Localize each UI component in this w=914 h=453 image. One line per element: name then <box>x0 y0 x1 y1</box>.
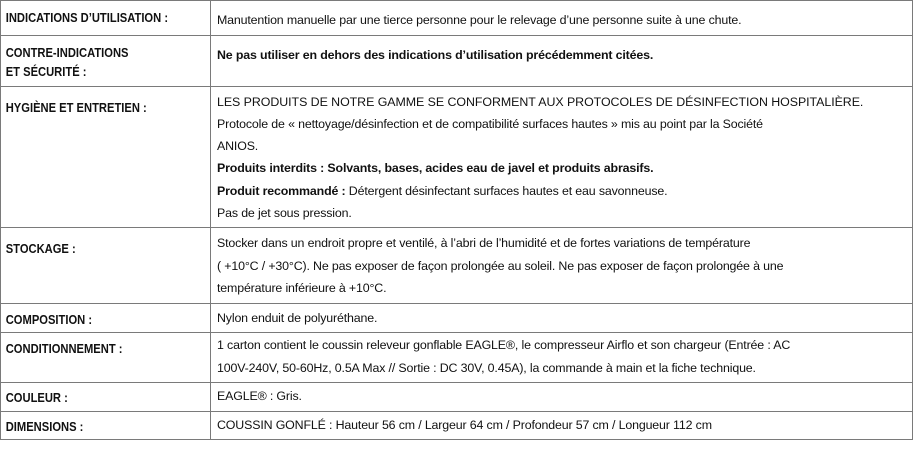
row-label-dimensions <box>1 411 182 440</box>
stockage-line2: ( +10°C / +30°C). Ne pas exposer de façon prolongée au soleil. Ne pas exposer de façon prolongée à une <box>217 258 784 273</box>
row-value-contre-indications <box>211 35 913 86</box>
composition-label: COMPOSITION : <box>5 311 92 327</box>
row-label-composition <box>1 303 182 333</box>
table-row <box>1 383 913 412</box>
stockage-line1: Stocker dans un endroit propre et ventilé, à l’abri de l’humidité et de fortes variations de température <box>217 236 751 251</box>
row-label-hygiene <box>1 86 182 228</box>
indications-text: Manutention manuelle par une tierce personne pour le relevage d’une personne suite à une chute. <box>217 13 742 27</box>
contre-indications-label-line2: ET SÉCURITÉ : <box>5 63 86 79</box>
row-value-stockage <box>211 228 913 304</box>
table-row <box>1 228 913 304</box>
row-label-contre-indications <box>1 35 182 86</box>
table-row <box>1 86 913 228</box>
row-value-composition <box>211 303 913 333</box>
hygiene-line4: Produits interdits : Solvants, bases, acides eau de javel et produits abrasifs. <box>217 161 654 176</box>
row-value-hygiene <box>211 86 913 228</box>
couleur-label: COULEUR : <box>5 390 68 406</box>
hygiene-line3: ANIOS. <box>217 139 259 154</box>
row-value-dimensions <box>211 411 913 440</box>
row-label-stockage <box>1 228 182 304</box>
conditionnement-line1: 1 carton contient le coussin releveur gonflable EAGLE®, le compresseur Airflo et son chargeur (Entrée : AC <box>217 338 791 353</box>
stockage-label: STOCKAGE : <box>5 241 76 257</box>
contre-indications-text: Ne pas utiliser en dehors des indications d’utilisation précédemment citées. <box>217 47 654 62</box>
dimensions-label: DIMENSIONS : <box>5 418 83 434</box>
row-label-conditionnement <box>1 333 182 383</box>
row-label-couleur <box>1 383 182 412</box>
conditionnement-line2: 100V-240V, 50-60Hz, 0.5A Max // Sortie : DC 30V, 0.45A), la commande à main et la fiche technique. <box>217 360 756 375</box>
table-row <box>1 1 913 36</box>
couleur-text: EAGLE® : Gris. <box>217 389 302 404</box>
hygiene-line1: LES PRODUITS DE NOTRE GAMME SE CONFORMENT AUX PROTOCOLES DE DÉSINFECTION HOSPITALIÈRE. <box>217 94 864 109</box>
table-row <box>1 35 913 86</box>
row-label-indications <box>1 1 182 36</box>
row-value-conditionnement <box>211 333 913 383</box>
row-value-couleur <box>211 383 913 412</box>
hygiene-line5-bold: Produit recommandé : <box>217 183 346 198</box>
table-row <box>1 303 913 333</box>
composition-text: Nylon enduit de polyuréthane. <box>217 310 378 325</box>
table-row <box>1 333 913 383</box>
hygiene-label: HYGIÈNE ET ENTRETIEN : <box>5 99 147 115</box>
row-value-indications <box>211 1 913 36</box>
hygiene-line2: Protocole de « nettoyage/désinfection et de compatibilité surfaces hautes » mis au point par la Société <box>217 116 763 131</box>
hygiene-line5-rest: Détergent désinfectant surfaces hautes et eau savonneuse. <box>345 183 668 198</box>
dimensions-text: COUSSIN GONFLÉ : Hauteur 56 cm / Largeur 64 cm / Profondeur 57 cm / Longueur 112 cm <box>217 417 712 432</box>
table-row <box>1 411 913 440</box>
hygiene-line5 <box>217 180 908 202</box>
contre-indications-label-line1: CONTRE-INDICATIONS <box>5 44 129 60</box>
stockage-line3: température inférieure à +10°C. <box>217 281 387 296</box>
conditionnement-label: CONDITIONNEMENT : <box>5 341 123 357</box>
hygiene-line6: Pas de jet sous pression. <box>217 205 352 220</box>
indications-label: INDICATIONS D’UTILISATION : <box>5 10 168 25</box>
